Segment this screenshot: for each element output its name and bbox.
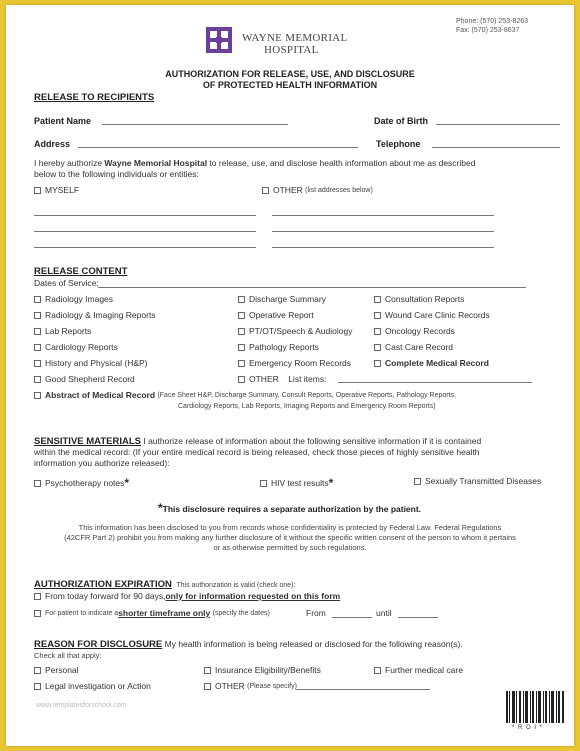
checkbox-hiv-test-results[interactable] xyxy=(260,476,333,490)
checkbox-label: Pathology Reports xyxy=(249,342,319,352)
checkbox-box[interactable] xyxy=(374,667,381,674)
authorize-hospital: Wayne Memorial Hospital xyxy=(104,158,208,168)
checkbox-box[interactable] xyxy=(34,610,41,617)
checkbox-psychotherapy-notes[interactable] xyxy=(34,476,129,490)
checkbox-other-content[interactable] xyxy=(238,374,326,384)
checkbox-box[interactable] xyxy=(34,683,41,690)
recipient-line[interactable] xyxy=(34,247,256,248)
checkbox-label: Radiology Images xyxy=(45,294,114,304)
checkbox-box[interactable] xyxy=(238,344,245,351)
checkbox-label: Legal investigation or Action xyxy=(45,681,151,691)
sensitive-text1: I authorize release of information about the following sensitive information if it is contained xyxy=(140,436,482,446)
checkbox-label: HIV test results xyxy=(271,478,329,488)
checkbox-label: History and Physical (H&P) xyxy=(45,358,148,368)
dates-of-service-label: Dates of Service: xyxy=(34,278,99,288)
hospital-name-line1: WAYNE MEMORIAL xyxy=(242,32,348,44)
separate-authorization-note xyxy=(158,501,421,515)
checkbox-discharge-summary[interactable] xyxy=(238,294,326,304)
checkbox-label: Emergency Room Records xyxy=(249,358,352,368)
hospital-phone: Phone: (570) 253-8263 xyxy=(456,18,528,25)
checkbox-lab-reports[interactable] xyxy=(34,326,91,336)
checkbox-std[interactable] xyxy=(414,476,541,486)
checkbox-label: Personal xyxy=(45,665,79,675)
list-items-label: List items: xyxy=(288,374,327,384)
section-release-content: RELEASE CONTENT xyxy=(34,266,128,277)
checkbox-other-recipient[interactable] xyxy=(262,185,373,195)
option-shorter-bold: shorter timeframe only xyxy=(118,608,211,618)
checkbox-box[interactable] xyxy=(262,187,269,194)
form-title-line1: AUTHORIZATION FOR RELEASE, USE, AND DISCLOSURE xyxy=(165,69,415,79)
checkbox-box[interactable] xyxy=(238,376,245,383)
checkbox-label: Psychotherapy notes xyxy=(45,478,125,488)
address-field[interactable] xyxy=(78,147,358,148)
abstract-desc-line1: (Face Sheet H&P, Discharge Summary, Consult Reports, Operative Reports, Pathology Reports, xyxy=(157,391,456,399)
checkbox-label: Further medical care xyxy=(385,665,463,675)
checkbox-good-shepherd[interactable] xyxy=(34,374,135,384)
checkbox-box[interactable] xyxy=(238,312,245,319)
checkbox-er-records[interactable] xyxy=(238,358,351,368)
checkbox-label: Complete Medical Record xyxy=(385,358,489,368)
section-release-to-recipients: RELEASE TO RECIPIENTS xyxy=(34,92,155,103)
checkbox-radiology-images[interactable] xyxy=(34,294,113,304)
checkbox-further-care[interactable] xyxy=(374,665,463,675)
option-shorter-text: For patient to indicate a xyxy=(45,609,119,617)
form-title-line2: OF PROTECTED HEALTH INFORMATION xyxy=(202,80,378,90)
checkbox-box[interactable] xyxy=(34,392,41,399)
recipient-line[interactable] xyxy=(272,231,494,232)
patient-name-label: Patient Name xyxy=(34,116,92,126)
checkbox-oncology-records[interactable] xyxy=(374,326,455,336)
recipient-line[interactable] xyxy=(272,247,494,248)
checkbox-personal[interactable] xyxy=(34,665,79,675)
hospital-name-line2: HOSPITAL xyxy=(264,44,319,56)
authorize-pre: I hereby authorize xyxy=(34,158,105,168)
federal-law-line3: or as otherwise permitted by such regulations. xyxy=(213,543,367,552)
check-all-label: Check all that apply: xyxy=(34,651,102,660)
checkbox-label: Radiology & Imaging Reports xyxy=(45,310,156,320)
option-specify-dates: (specify the dates) xyxy=(212,609,270,617)
checkbox-other-reason[interactable] xyxy=(204,681,297,691)
checkbox-label: Oncology Records xyxy=(385,326,455,336)
checkbox-label: OTHER xyxy=(249,374,279,384)
patient-name-field[interactable] xyxy=(102,124,288,125)
recipient-line[interactable] xyxy=(272,215,494,216)
checkbox-wound-care[interactable] xyxy=(374,310,490,320)
checkbox-pathology-reports[interactable] xyxy=(238,342,319,352)
checkbox-label: Discharge Summary xyxy=(249,294,326,304)
federal-law-line1: This information has been disclosed to you from records whose confidentiality is protected by Federal Law. Federal Regulations xyxy=(78,523,502,532)
checkbox-label: Consultation Reports xyxy=(385,294,465,304)
sensitive-text2: within the medical record: (If your entire medical record is being released, check those pieces of highly sensitive health xyxy=(34,447,480,457)
other-list-items-field[interactable] xyxy=(338,382,532,383)
checkbox-box[interactable] xyxy=(34,376,41,383)
section-reason-for-disclosure: REASON FOR DISCLOSURE xyxy=(34,639,163,650)
other-reason-note: (Please specify) xyxy=(247,682,297,690)
watermark-text: www.templatesforschool.com xyxy=(36,702,127,709)
telephone-field[interactable] xyxy=(432,147,560,148)
section-authorization-expiration: AUTHORIZATION EXPIRATION xyxy=(34,579,172,590)
checkbox-90-days[interactable] xyxy=(34,591,340,601)
checkbox-cardiology-reports[interactable] xyxy=(34,342,118,352)
checkbox-legal[interactable] xyxy=(34,681,151,691)
checkbox-box[interactable] xyxy=(204,683,211,690)
checkbox-box[interactable] xyxy=(34,480,41,487)
sensitive-intro xyxy=(34,436,481,447)
barcode-text: * R O I * xyxy=(512,725,544,731)
asterisk-mark: * xyxy=(328,476,334,490)
form-page xyxy=(6,5,574,746)
authorize-statement xyxy=(34,158,475,169)
checkbox-box[interactable] xyxy=(414,478,421,485)
authorize-statement-line2: below to the following individuals or entities: xyxy=(34,169,199,179)
asterisk-mark: * xyxy=(158,501,163,515)
recipient-line[interactable] xyxy=(34,231,256,232)
checkbox-box[interactable] xyxy=(238,328,245,335)
section-sensitive-materials: SENSITIVE MATERIALS xyxy=(34,436,141,447)
expiration-heading-row xyxy=(34,574,295,592)
expiration-note: This authorization is valid (check one): xyxy=(176,582,296,589)
until-date-field[interactable] xyxy=(398,617,438,618)
reason-text: My health information is being released or disclosed for the following reason(s). xyxy=(162,639,463,649)
checkbox-box[interactable] xyxy=(34,328,41,335)
hospital-logo-icon xyxy=(206,27,232,53)
checkbox-complete-medical-record[interactable] xyxy=(374,358,489,368)
abstract-desc-line2: Cardiology Reports, Lab Reports, Imaging Reports and Emergency Room Reports) xyxy=(178,403,436,410)
from-label: From xyxy=(306,608,326,618)
option-90-days-text: From today forward for 90 days, xyxy=(45,591,166,601)
checkbox-other-label: OTHER xyxy=(273,185,303,195)
checkbox-box[interactable] xyxy=(34,360,41,367)
checkbox-box[interactable] xyxy=(34,344,41,351)
checkbox-operative-report[interactable] xyxy=(238,310,314,320)
authorize-post: to release, use, and disclose health information about me as described xyxy=(207,158,476,168)
checkbox-label: PT/OT/Speech & Audiology xyxy=(249,326,353,336)
checkbox-box[interactable] xyxy=(34,187,41,194)
checkbox-box[interactable] xyxy=(34,593,41,600)
until-label: until xyxy=(376,608,392,618)
recipient-line[interactable] xyxy=(34,215,256,216)
other-note: (list addresses below) xyxy=(305,186,373,194)
checkbox-shorter-timeframe[interactable] xyxy=(34,608,270,618)
option-90-days-bold: only for information requested on this form xyxy=(165,591,341,601)
sensitive-text3: information you authorize released): xyxy=(34,458,170,468)
checkbox-box[interactable] xyxy=(34,667,41,674)
from-date-field[interactable] xyxy=(332,617,372,618)
dates-of-service-field[interactable] xyxy=(98,287,526,288)
checkbox-box[interactable] xyxy=(260,480,267,487)
checkbox-label: Wound Care Clinic Records xyxy=(385,310,490,320)
checkbox-box[interactable] xyxy=(374,360,381,367)
checkbox-label: Insurance Eligibility/Benefits xyxy=(215,665,321,675)
checkbox-myself[interactable] xyxy=(34,185,79,195)
other-reason-field[interactable] xyxy=(296,689,430,690)
checkbox-label: Operative Report xyxy=(249,310,314,320)
dob-label: Date of Birth xyxy=(374,116,428,126)
checkbox-box[interactable] xyxy=(34,312,41,319)
checkbox-label: Lab Reports xyxy=(45,326,92,336)
checkbox-abstract-medical-record[interactable] xyxy=(34,390,456,400)
checkbox-radiology-imaging-reports[interactable] xyxy=(34,310,156,320)
federal-law-line2: (42CFR Part 2) prohibit you from making any further disclosure of it without the specific written consent of the person to whom it pertains xyxy=(64,533,516,542)
dob-field[interactable] xyxy=(436,124,560,125)
checkbox-label: Cardiology Reports xyxy=(45,342,118,352)
checkbox-box[interactable] xyxy=(374,328,381,335)
checkbox-box[interactable] xyxy=(204,667,211,674)
checkbox-box[interactable] xyxy=(374,312,381,319)
asterisk-mark: * xyxy=(124,476,130,490)
checkbox-box[interactable] xyxy=(374,344,381,351)
checkbox-consultation-reports[interactable] xyxy=(374,294,464,304)
checkbox-label: Sexually Transmitted Diseases xyxy=(425,476,542,486)
checkbox-label: OTHER xyxy=(215,681,245,691)
hospital-fax: Fax: (570) 253-8637 xyxy=(456,27,520,34)
address-label: Address xyxy=(34,139,71,149)
separate-authorization-text: This disclosure requires a separate authorization by the patient. xyxy=(162,504,422,514)
checkbox-history-physical[interactable] xyxy=(34,358,148,368)
checkbox-myself-label: MYSELF xyxy=(45,185,80,195)
checkbox-label: Cast Care Record xyxy=(385,342,454,352)
reason-heading-row xyxy=(34,639,463,650)
checkbox-pt-ot-speech[interactable] xyxy=(238,326,352,336)
checkbox-cast-care[interactable] xyxy=(374,342,453,352)
checkbox-box[interactable] xyxy=(374,296,381,303)
checkbox-box[interactable] xyxy=(238,296,245,303)
checkbox-insurance[interactable] xyxy=(204,665,321,675)
checkbox-box[interactable] xyxy=(34,296,41,303)
checkbox-box[interactable] xyxy=(238,360,245,367)
checkbox-label: Good Shepherd Record xyxy=(45,374,135,384)
telephone-label: Telephone xyxy=(376,139,421,149)
abstract-label: Abstract of Medical Record xyxy=(45,390,156,400)
